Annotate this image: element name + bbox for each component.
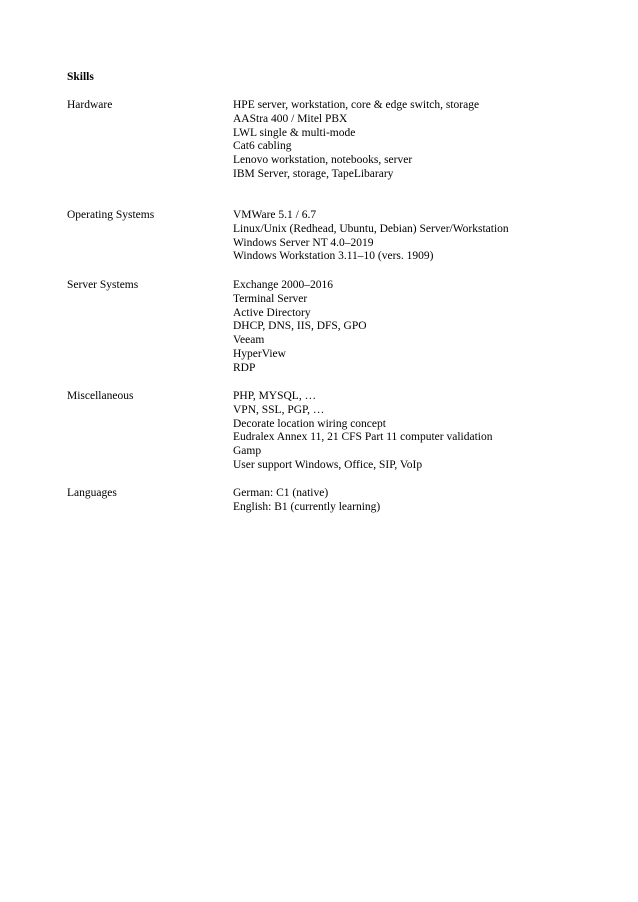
- skill-category-label: Operating Systems: [67, 209, 155, 221]
- section-heading: Skills: [67, 71, 94, 83]
- skill-item: Decorate location wiring concept: [233, 417, 386, 430]
- skill-item: VPN, SSL, PGP, …: [233, 403, 325, 416]
- skill-item: English: B1 (currently learning): [233, 500, 381, 513]
- skill-item: Windows Server NT 4.0–2019: [233, 236, 374, 249]
- skill-item: LWL single & multi-mode: [233, 126, 356, 139]
- skill-item: PHP, MYSQL, …: [233, 390, 317, 402]
- skill-item: Active Directory: [233, 306, 311, 319]
- skill-item: RDP: [233, 361, 256, 374]
- skill-items: [233, 279, 563, 376]
- skill-item: User support Windows, Office, SIP, VoIp: [233, 458, 423, 471]
- skill-item: Exchange 2000–2016: [233, 279, 333, 291]
- skill-item: Windows Workstation 3.11–10 (vers. 1909): [233, 250, 434, 263]
- skill-item: Cat6 cabling: [233, 140, 292, 153]
- skill-item: Linux/Unix (Redhead, Ubuntu, Debian) Server/Workstation: [233, 222, 509, 235]
- skill-item: Eudralex Annex 11, 21 CFS Part 11 computer validation: [233, 431, 493, 444]
- skill-item: Veeam: [233, 334, 265, 347]
- skill-items: [233, 487, 563, 515]
- skill-items: [233, 99, 563, 182]
- skill-item: Lenovo workstation, notebooks, server: [233, 154, 413, 167]
- skill-item: Terminal Server: [233, 292, 308, 305]
- skill-item: IBM Server, storage, TapeLibarary: [233, 167, 394, 180]
- skill-category-label: Miscellaneous: [67, 390, 134, 402]
- skill-items: [233, 209, 563, 264]
- skill-category-label: Languages: [67, 487, 117, 499]
- skill-item: Gamp: [233, 445, 262, 458]
- skill-item: AAStra 400 / Mitel PBX: [233, 112, 348, 125]
- skill-category-label: Server Systems: [67, 279, 139, 291]
- skill-item: German: C1 (native): [233, 487, 329, 499]
- skill-items: [233, 390, 563, 473]
- skill-item: HPE server, workstation, core & edge switch, storage: [233, 99, 480, 111]
- skill-item: DHCP, DNS, IIS, DFS, GPO: [233, 320, 367, 333]
- skill-item: HyperView: [233, 347, 286, 360]
- skill-category-label: Hardware: [67, 99, 113, 111]
- skill-item: VMWare 5.1 / 6.7: [233, 209, 317, 221]
